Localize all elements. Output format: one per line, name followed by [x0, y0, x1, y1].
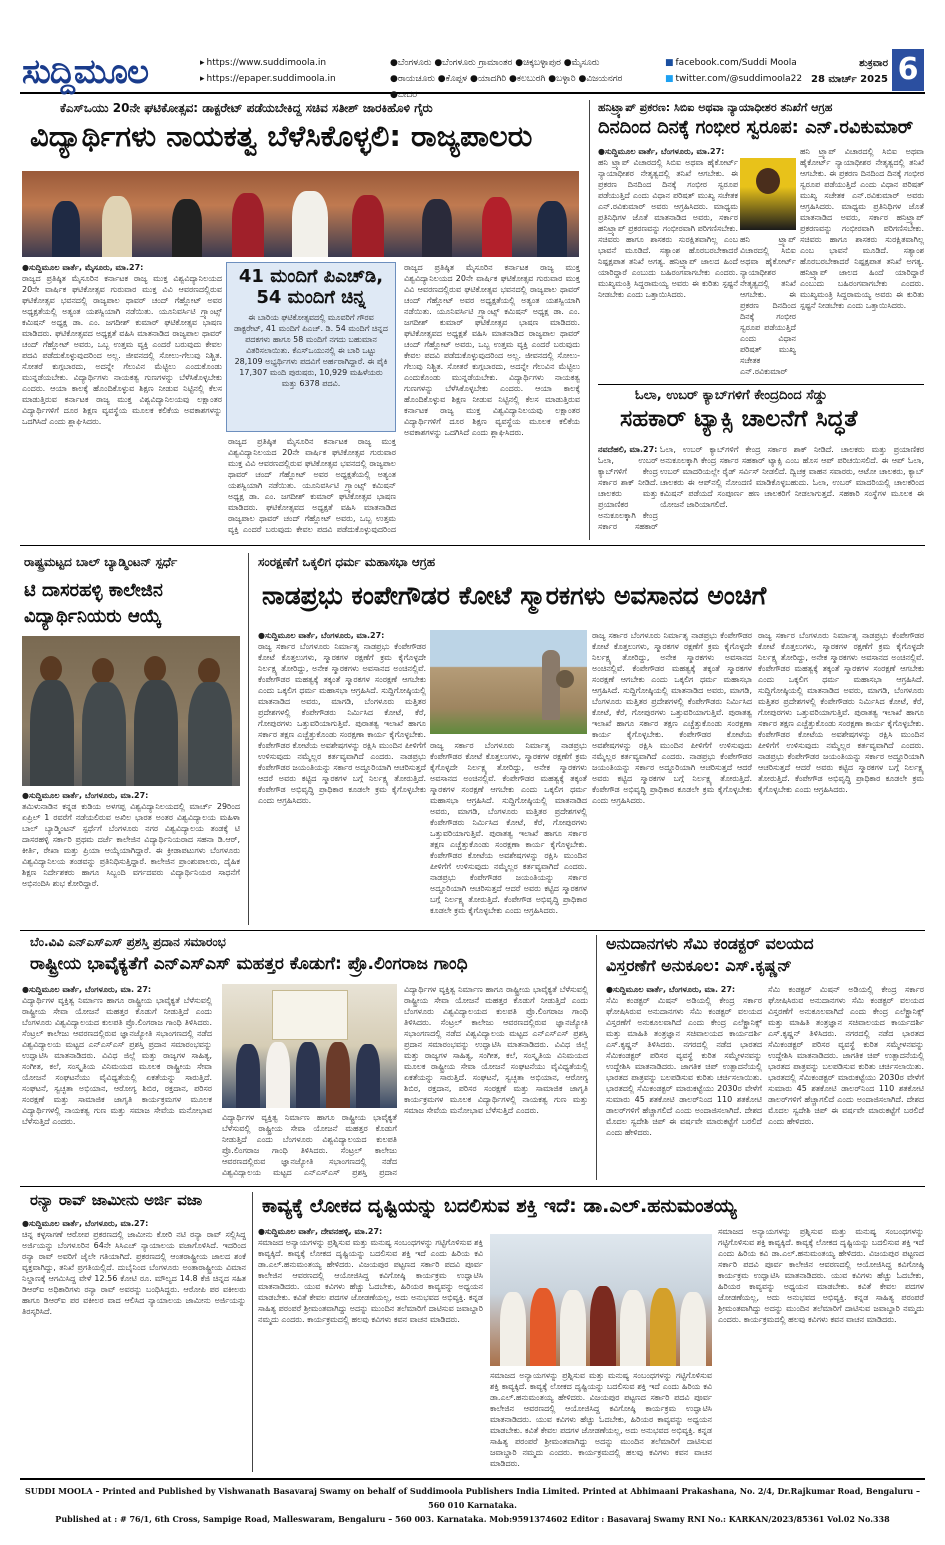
story2-body-col2: ಹನಿ ಟ್ರ್ಯಾಪ್ ವಿಚಾರದಲ್ಲಿ ಸಿಬಿಐ ಅಥವಾ ಹೈಕೋರ್ಟ್ ನ್ಯಾಯಾಧೀಶರ ನೇತೃತ್ವದಲ್ಲಿ ತನಿಖೆ ಆಗಬೇಕು. ಈ ಪ್ರಕರಣ ದಿನದಿಂದ ದಿನಕ್ಕೆ ಗಂಭೀರ ಸ್ವರೂಪ ಪಡೆಯುತ್ತಿದೆ ಎಂದು ವಿಧಾನ ಪರಿಷತ್ ಮುಖ್ಯ ಸಚೇತಕ ಎನ್.ರವಿಕುಮಾರ್ ಅವರು ಆಗ್ರಹಿಸಿದರು. ಮಾಧ್ಯಮ ಪ್ರತಿನಿಧಿಗಳ ಜೊತೆ ಮಾತನಾಡಿದ ಅವರು, ಸರ್ಕಾರ ಹನಿಟ್ರ್ಯಾಪ್ ಪ್ರಕರಣವನ್ನು ಗಂಭೀರವಾಗಿ ಪರಿಗಣಿಸಬೇಕು. ಸಚಿವರು ಹಾಗೂ ಶಾಸಕರು ಸುರಕ್ಷಿತವಾಗಿಲ್ಲ ಎಂಬ ಭಾವನೆ ಮೂಡಿದೆ. ಸತ್ಯಾಂಶ ಹೊರಬರಬೇಕಾದರೆ ನಿಷ್ಪಕ್ಷಪಾತ ತನಿಖೆ ಅಗತ್ಯ. ಹನಿಟ್ರ್ಯಾಪ್ ಜಾಲದ ಹಿಂದೆ ಯಾರಿದ್ದಾರೆ ಎಂಬುದು ಬಹಿರಂಗವಾಗಬೇಕು ಎಂದರು. ಮುಖ್ಯಮಂತ್ರಿ ಸಿದ್ದರಾಮಯ್ಯ ಅವರು ಈ ಕುರಿತು ಸ್ಪಷ್ಟನೆ ನೀಡಬೇಕು ಎಂದು ಒತ್ತಾಯಿಸಿದರು.	[800, 147, 924, 310]
story5-body-col3: ರಾಜ್ಯ ಸರ್ಕಾರ ಬೆಂಗಳೂರು ನಿರ್ಮಾತೃ ನಾಡಪ್ರಭು ಕೆಂಪೇಗೌಡರ ಕೋಟೆ ಕೊತ್ತಲುಗಳು, ಸ್ಮಾರಕಗಳ ರಕ್ಷಣೆಗೆ ಕ್ರಮ ಕೈಗೊಳ್ಳದೇ ನಿರ್ಲಕ್ಷ್ಯ ತೋರಿದ್ದು, ಅನೇಕ ಸ್ಮಾರಕಗಳು ಅವಸಾನದ ಅಂಚಿನಲ್ಲಿವೆ. ಕೆಂಪೇಗೌಡರ ಮಹತ್ವಕ್ಕೆ ತಕ್ಕಂತೆ ಸ್ಮಾರಕಗಳ ಸಂರಕ್ಷಣೆ ಆಗಬೇಕು ಎಂದು ಒಕ್ಕಲಿಗ ಧರ್ಮ ಮಹಾಸಭಾ ಆಗ್ರಹಿಸಿದೆ. ಸುದ್ದಿಗೋಷ್ಠಿಯಲ್ಲಿ ಮಾತನಾಡಿದ ಅವರು, ಮಾಗಡಿ, ಬೆಂಗಳೂರು ಮತ್ತಿತರ ಪ್ರದೇಶಗಳಲ್ಲಿ ಕೆಂಪೇಗೌಡರು ನಿರ್ಮಿಸಿದ ಕೋಟೆ, ಕೆರೆ, ಗೋಪುರಗಳು ಒತ್ತುವರಿಯಾಗುತ್ತಿವೆ. ಪುರಾತತ್ವ ಇಲಾಖೆ ಹಾಗೂ ಸರ್ಕಾರ ತಕ್ಷಣ ಎಚ್ಚೆತ್ತುಕೊಂಡು ಸಂರಕ್ಷಣಾ ಕಾರ್ಯ ಕೈಗೊಳ್ಳಬೇಕು. ಕೆಂಪೇಗೌಡರ ಕೋಟೆಯ ಅವಶೇಷಗಳನ್ನು ರಕ್ಷಿಸಿ ಮುಂದಿನ ಪೀಳಿಗೆಗೆ ಉಳಿಸುವುದು ನಮ್ಮೆಲ್ಲರ ಕರ್ತವ್ಯವಾಗಿದೆ ಎಂದರು. ನಾಡಪ್ರಭು ಕೆಂಪೇಗೌಡರ ಜಯಂತಿಯನ್ನು ಸರ್ಕಾರ ಅದ್ದೂರಿಯಾಗಿ ಆಚರಿಸುತ್ತದೆ ಆದರೆ ಅವರು ಕಟ್ಟಿದ ಸ್ಮಾರಕಗಳ ಬಗ್ಗೆ ನಿರ್ಲಕ್ಷ್ಯ ತೋರುತ್ತಿದೆ. ಕೆಂಪೇಗೌಡ ಅಭಿವೃದ್ಧಿ ಪ್ರಾಧಿಕಾರ ಕೂಡಲೇ ಕ್ರಮ ಕೈಗೊಳ್ಳಬೇಕು ಎಂದು ಆಗ್ರಹಿಸಿದರು.	[592, 631, 752, 805]
story6-body-col3: ವಿದ್ಯಾರ್ಥಿಗಳ ವ್ಯಕ್ತಿತ್ವ ನಿರ್ಮಾಣ ಹಾಗೂ ರಾಷ್ಟ್ರೀಯ ಭಾವೈಕ್ಯತೆ ಬೆಳೆಸುವಲ್ಲಿ ರಾಷ್ಟ್ರೀಯ ಸೇವಾ ಯೋಜನೆ ಮಹತ್ತರ ಕೊಡುಗೆ ನೀಡುತ್ತಿದೆ ಎಂದು ಬೆಂಗಳೂರು ವಿಶ್ವವಿದ್ಯಾಲಯದ ಕುಲಪತಿ ಪ್ರೊ.ಲಿಂಗರಾಜ ಗಾಂಧಿ ತಿಳಿಸಿದರು. ಸೆಂಟ್ರಲ್ ಕಾಲೇಜು ಆವರಣದಲ್ಲಿರುವ ಜ್ಞಾನಜ್ಯೋತಿ ಸಭಾಂಗಣದಲ್ಲಿ ನಡೆದ ವಿಶ್ವವಿದ್ಯಾಲಯ ಮಟ್ಟದ ಎನ್‌ಎಸ್‌ಎಸ್ ಪ್ರಶಸ್ತಿ ಪ್ರದಾನ ಸಮಾರಂಭವನ್ನು ಉದ್ಘಾಟಿಸಿ ಮಾತನಾಡಿದರು. ವಿವಿಧ ಜಿಲ್ಲೆ ಮತ್ತು ರಾಜ್ಯಗಳ ಸಾಹಿತ್ಯ, ಸಂಗೀತ, ಕಲೆ, ಸಂಸ್ಕೃತಿಯ ವಿನಿಮಯದ ಮೂಲಕ ರಾಷ್ಟ್ರೀಯ ಸೇವಾ ಯೋಜನೆ ಸಂಘಟನೆಯು ವೈವಿಧ್ಯತೆಯಲ್ಲಿ ಏಕತೆಯನ್ನು ಸಾರುತ್ತಿದೆ. ಸಂಘಟನೆ, ಸ್ವಚ್ಛತಾ ಅಭಿಯಾನ, ಆರೋಗ್ಯ ಶಿಬಿರ, ರಕ್ತದಾನ, ಪರಿಸರ ಸಂರಕ್ಷಣೆ ಮತ್ತು ಸಾಮಾಜಿಕ ಜಾಗೃತಿ ಕಾರ್ಯಕ್ರಮಗಳ ಮೂಲಕ ವಿದ್ಯಾರ್ಥಿಗಳಲ್ಲಿ ನಾಯಕತ್ವ ಗುಣ ಮತ್ತು ಸಮಾಜ ಸೇವೆಯ ಮನೋಭಾವ ಬೆಳೆಸುತ್ತಿದೆ ಎಂದರು.	[404, 985, 588, 1115]
story4-dateline: ●ಸುದ್ದಿಮೂಲ ವಾರ್ತೆ, ಬೆಂಗಳೂರು, ಮಾ.27:	[22, 791, 149, 800]
story9-body-col2: ಸಮಾಜದ ಅನ್ಯಾಯಗಳನ್ನು ಪ್ರಶ್ನಿಸುವ ಮತ್ತು ಮನುಷ್ಯ ಸಂಬಂಧಗಳನ್ನು ಗಟ್ಟಿಗೊಳಿಸುವ ಶಕ್ತಿ ಕಾವ್ಯಕ್ಕಿದೆ. ಕಾವ್ಯಕ್ಕೆ ಲೋಕದ ದೃಷ್ಟಿಯನ್ನು ಬದಲಿಸುವ ಶಕ್ತಿ ಇದೆ ಎಂದು ಹಿರಿಯ ಕವಿ ಡಾ.ಎಲ್.ಹನುಮಂತಯ್ಯ ಹೇಳಿದರು. ವಿಜಯಪುರ ಪಟ್ಟಣದ ಸರ್ಕಾರಿ ಪದವಿ ಪೂರ್ವ ಕಾಲೇಜಿನ ಆವರಣದಲ್ಲಿ ಆಯೋಜಿಸಿದ್ದ ಕವಿಗೋಷ್ಠಿ ಕಾರ್ಯಕ್ರಮ ಉದ್ಘಾಟಿಸಿ ಮಾತನಾಡಿದರು. ಯುವ ಕವಿಗಳು ಹೆಚ್ಚು ಓದಬೇಕು, ಹಿರಿಯರ ಕಾವ್ಯವನ್ನು ಅಧ್ಯಯನ ಮಾಡಬೇಕು. ಕವಿತೆ ಕೇವಲ ಪದಗಳ ಜೋಡಣೆಯಲ್ಲ, ಅದು ಅನುಭವದ ಅಭಿವ್ಯಕ್ತಿ. ಕನ್ನಡ ಸಾಹಿತ್ಯ ಪರಂಪರೆ ಶ್ರೀಮಂತವಾಗಿದ್ದು ಅದನ್ನು ಮುಂದಿನ ತಲೆಮಾರಿಗೆ ದಾಟಿಸುವ ಜವಾಬ್ದಾರಿ ನಮ್ಮದು ಎಂದರು. ಕಾರ್ಯಕ್ರಮದಲ್ಲಿ ಹಲವು ಕವಿಗಳು ಕವನ ವಾಚನ ಮಾಡಿದರು.	[490, 1371, 712, 1468]
column-divider	[248, 553, 249, 925]
story9-dateline: ●ಸುದ್ದಿಮೂಲ ವಾರ್ತೆ, ದೇವನಹಳ್ಳಿ, ಮಾ.27:	[258, 1227, 383, 1236]
factbox-body: ಈ ಬಾರಿಯ ಘಟಿಕೋತ್ಸವದಲ್ಲಿ ಮೂವರಿಗೆ ಗೌರವ ಡಾಕ್ಟರೇಟ್, 41 ಮಂದಿಗೆ ಪಿಎಚ್. ಡಿ. 54 ಮಂದಿಗೆ ಚಿನ್ನದ ಪದಕಗಳು ಹಾಗೂ 58 ಮಂದಿಗೆ ನಗದು ಬಹುಮಾನ ವಿತರಿಸಲಾಯಿತು. ಕೆಎಸ್‌ಒಯುನಲ್ಲಿ ಈ ಬಾರಿ ಒಟ್ಟು 28,109 ಅಭ್ಯರ್ಥಿಗಳು ಪದವಿಗೆ ಅರ್ಹರಾಗಿದ್ದಾರೆ. ಈ ಪೈಕಿ 17,307 ಮಂದಿ ಪುರುಷರು, 10,929 ಮಹಿಳೆಯರು ಮತ್ತು 6378 ಪದವಿ.	[234, 313, 388, 389]
story2-kicker: ಹನಿಟ್ರ್ಯಾಪ್ ಪ್ರಕರಣ: ಸಿಬಿಐ ಅಥವಾ ನ್ಯಾಯಾಧೀಶರ ತನಿಖೆಗೆ ಆಗ್ರಹ	[598, 101, 833, 114]
story2-dateline: ●ಸುದ್ದಿಮೂಲ ವಾರ್ತೆ, ಬೆಂಗಳೂರು, ಮಾ.27:	[598, 147, 725, 156]
imprint-line-1: SUDDI MOOLA – Printed and Published by Vishwanath Basavaraj Swamy on behalf of Suddimoola Publishers India Limited. Printed at Abhimaani Prakashana, No. 2/4, Dr.Rajkumar Road, Bengaluru – 560 010 Karnataka.	[24, 1486, 921, 1510]
social-links	[665, 55, 802, 87]
section-divider	[20, 545, 925, 546]
url-epaper[interactable]: https://epaper.suddimoola.in	[206, 74, 336, 84]
story1-kicker: ಕೆಎಸ್‌ಒಯು 20ನೇ ಘಟಿಕೋತ್ಸವ: ಡಾಕ್ಟರೇಟ್ ಪಡೆಯಬೇಕಿದ್ದ ಸಚಿವ ಸತೀಶ್ ಜಾರಕಿಹೊಳಿ ಗೈರು	[60, 101, 433, 115]
factbox-headline-2: 54 ಮಂದಿಗೆ ಚಿನ್ನ	[256, 286, 366, 308]
factbox-headline-1: 41 ಮಂದಿಗೆ ಪಿಎಚ್‌ಡಿ,	[238, 266, 384, 287]
story5-body-col2: ರಾಜ್ಯ ಸರ್ಕಾರ ಬೆಂಗಳೂರು ನಿರ್ಮಾತೃ ನಾಡಪ್ರಭು ಕೆಂಪೇಗೌಡರ ಕೋಟೆ ಕೊತ್ತಲುಗಳು, ಸ್ಮಾರಕಗಳ ರಕ್ಷಣೆಗೆ ಕ್ರಮ ಕೈಗೊಳ್ಳದೇ ನಿರ್ಲಕ್ಷ್ಯ ತೋರಿದ್ದು, ಅನೇಕ ಸ್ಮಾರಕಗಳು ಅವಸಾನದ ಅಂಚಿನಲ್ಲಿವೆ. ಕೆಂಪೇಗೌಡರ ಮಹತ್ವಕ್ಕೆ ತಕ್ಕಂತೆ ಸ್ಮಾರಕಗಳ ಸಂರಕ್ಷಣೆ ಆಗಬೇಕು ಎಂದು ಒಕ್ಕಲಿಗ ಧರ್ಮ ಮಹಾಸಭಾ ಆಗ್ರಹಿಸಿದೆ. ಸುದ್ದಿಗೋಷ್ಠಿಯಲ್ಲಿ ಮಾತನಾಡಿದ ಅವರು, ಮಾಗಡಿ, ಬೆಂಗಳೂರು ಮತ್ತಿತರ ಪ್ರದೇಶಗಳಲ್ಲಿ ಕೆಂಪೇಗೌಡರು ನಿರ್ಮಿಸಿದ ಕೋಟೆ, ಕೆರೆ, ಗೋಪುರಗಳು ಒತ್ತುವರಿಯಾಗುತ್ತಿವೆ. ಪುರಾತತ್ವ ಇಲಾಖೆ ಹಾಗೂ ಸರ್ಕಾರ ತಕ್ಷಣ ಎಚ್ಚೆತ್ತುಕೊಂಡು ಸಂರಕ್ಷಣಾ ಕಾರ್ಯ ಕೈಗೊಳ್ಳಬೇಕು. ಕೆಂಪೇಗೌಡರ ಕೋಟೆಯ ಅವಶೇಷಗಳನ್ನು ರಕ್ಷಿಸಿ ಮುಂದಿನ ಪೀಳಿಗೆಗೆ ಉಳಿಸುವುದು ನಮ್ಮೆಲ್ಲರ ಕರ್ತವ್ಯವಾಗಿದೆ ಎಂದರು. ನಾಡಪ್ರಭು ಕೆಂಪೇಗೌಡರ ಜಯಂತಿಯನ್ನು ಸರ್ಕಾರ ಅದ್ದೂರಿಯಾಗಿ ಆಚರಿಸುತ್ತದೆ ಆದರೆ ಅವರು ಕಟ್ಟಿದ ಸ್ಮಾರಕಗಳ ಬಗ್ಗೆ ನಿರ್ಲಕ್ಷ್ಯ ತೋರುತ್ತಿದೆ. ಕೆಂಪೇಗೌಡ ಅಭಿವೃದ್ಧಿ ಪ್ರಾಧಿಕಾರ ಕೂಡಲೇ ಕ್ರಮ ಕೈಗೊಳ್ಳಬೇಕು ಎಂದು ಆಗ್ರಹಿಸಿದರು.	[430, 741, 587, 915]
story8-body: ಚಿನ್ನ ಕಳ್ಳಸಾಗಣೆ ಆರೋಪ ಪ್ರಕರಣದಲ್ಲಿ ಜಾಮೀನು ಕೋರಿ ನಟಿ ರನ್ಯಾ ರಾವ್ ಸಲ್ಲಿಸಿದ್ದ ಅರ್ಜಿಯನ್ನು ಬೆಂಗಳೂರಿನ 64ನೇ ಸಿಸಿಎಚ್ ನ್ಯಾಯಾಲಯ ವಜಾಗೊಳಿಸಿದೆ. ಇದರಿಂದ ರನ್ಯಾ ರಾವ್ ಅವರಿಗೆ ಜೈಲೇ ಗತಿಯಾಗಿದೆ. ಪ್ರಕರಣದಲ್ಲಿ ಆಂತರಾಷ್ಟ್ರೀಯ ಜಾಲದ ಶಂಕೆ ವ್ಯಕ್ತವಾಗಿದ್ದು, ತನಿಖೆ ಪ್ರಗತಿಯಲ್ಲಿದೆ. ದುಬೈನಿಂದ ಬೆಂಗಳೂರು ಅಂತಾರಾಷ್ಟ್ರೀಯ ವಿಮಾನ ನಿಲ್ದಾಣಕ್ಕೆ ಆಗಮಿಸಿದ್ದ ವೇಳೆ 12.56 ಕೋಟಿ ರೂ. ಮೌಲ್ಯದ 14.8 ಕೆಜಿ ಚಿನ್ನದ ಸಹಿತ ಡಿಆರ್‌ಐ ಅಧಿಕಾರಿಗಳು ರನ್ಯಾ ರಾವ್ ಅವರನ್ನು ಬಂಧಿಸಿದ್ದರು. ಆರೋಪಿ ಪರ ವಕೀಲರು ಹಾಗೂ ಡಿಆರ್‌ಐ ಪರ ವಕೀಲರ ವಾದ ಆಲಿಸಿದ ನ್ಯಾಯಾಲಯ ಜಾಮೀನು ಅರ್ಜಿಯನ್ನು ತಿರಸ್ಕರಿಸಿದೆ.	[22, 1230, 246, 1316]
story5-dateline: ●ಸುದ್ದಿಮೂಲ ವಾರ್ತೆ, ಬೆಂಗಳೂರು, ಮಾ.27:	[258, 631, 385, 640]
imprint-footer	[20, 1478, 925, 1526]
story8-headline: ರನ್ಯಾ ರಾವ್ ಜಾಮೀನು ಅರ್ಜಿ ವಜಾ	[30, 1191, 203, 1209]
story5-kicker: ಸಂರಕ್ಷಣೆಗೆ ಒಕ್ಕಲಿಗ ಧರ್ಮ ಮಹಾಸಭಾ ಆಗ್ರಹ	[258, 555, 436, 569]
globe-icon: ▸	[200, 74, 205, 84]
story5-photo	[430, 630, 587, 734]
story5-headline: ನಾಡಪ್ರಭು ಕಂಪೇಗೌಡರ ಕೋಟೆ ಸ್ಮಾರಕಗಳು ಅವಸಾನದ ಅಂಚಿಗೆ	[262, 581, 767, 610]
column-divider	[252, 1192, 253, 1472]
story6-headline: ರಾಷ್ಟ್ರೀಯ ಭಾವೈಕ್ಯತೆಗೆ ಎನ್‌ಎಸ್‌ಎಸ್ ಮಹತ್ತರ ಕೊಡುಗೆ: ಪ್ರೊ.ಲಿಂಗರಾಜ ಗಾಂಧಿ	[30, 954, 468, 974]
story3-body: ಓಲಾ, ಉಬರ್ ಕ್ಯಾಬ್‌ಗಳಿಗೆ ಕೇಂದ್ರ ಸರ್ಕಾರ ಶಾಕ್ ನೀಡಿದೆ. ಚಾಲಕರು ಮತ್ತು ಪ್ರಯಾಣಿಕರ ಅನುಕೂಲಕ್ಕಾಗಿ ಕೇಂದ್ರ ಸರ್ಕಾರ ಸಹಕಾರ್ ಟ್ಯಾಕ್ಸಿ ಎಂಬ ಹೊಸ ಆಪ್ ಪರಿಚಯಿಸಲಿದೆ. ಈ ಆಪ್ ಓಲಾ, ಉಬರ್ ಮಾದರಿಯಲ್ಲೇ ರೈಡ್ ಸರ್ವಿಸ್ ನೀಡಲಿದೆ. ದ್ವಿಚಕ್ರ ವಾಹನ ಸವಾರರು, ಆಟೋ ಚಾಲಕರು, ಕ್ಯಾಬ್ ಚಾಲಕರು ಈ ಆಪ್‌ನಲ್ಲಿ ನೋಂದಣಿ ಮಾಡಿಕೊಳ್ಳಬಹುದು. ಓಲಾ, ಉಬರ್ ಮಾದರಿಯಲ್ಲಿ ಚಾಲಕರಿಂದ ಕಮಿಷನ್ ಪಡೆಯದೆ ಸಂಪೂರ್ಣ ಹಣ ಚಾಲಕರಿಗೆ ನೀಡಲಾಗುತ್ತದೆ. ಸಹಕಾರಿ ಸಂಸ್ಥೆಗಳ ಮೂಲಕ ಈ ಯೋಜನೆ ಜಾರಿಯಾಗಲಿದೆ.	[660, 445, 924, 509]
story1-body-col3: ರಾಜ್ಯದ ಪ್ರತಿಷ್ಠಿತ ಮೈಸೂರಿನ ಕರ್ನಾಟಕ ರಾಜ್ಯ ಮುಕ್ತ ವಿಶ್ವವಿದ್ಯಾನಿಲಯದ 20ನೇ ವಾರ್ಷಿಕ ಘಟಿಕೋತ್ಸವ ಗುರುವಾರ ಮುಕ್ತ ವಿವಿ ಆವರಣದಲ್ಲಿರುವ ಘಟಿಕೋತ್ಸವ ಭವನದಲ್ಲಿ ರಾಜ್ಯಪಾಲ ಥಾವರ್ ಚಂದ್ ಗೆಹ್ಲೋಟ್ ಅವರ ಅಧ್ಯಕ್ಷತೆಯಲ್ಲಿ ಅತ್ಯಂತ ಯಶಸ್ವಿಯಾಗಿ ನಡೆಯಿತು. ಯೂನಿವರ್ಸಿಟಿ ಗ್ರ್ಯಾಂಟ್ಸ್ ಕಮಿಷನ್ ಅಧ್ಯಕ್ಷ ಡಾ. ಎಂ. ಜಗದೀಶ್ ಕುಮಾರ್ ಘಟಿಕೋತ್ಸವ ಭಾಷಣ ಮಾಡಿದರು. ಘಟಿಕೋತ್ಸವದ ಅಧ್ಯಕ್ಷತೆ ವಹಿಸಿ ಮಾತನಾಡಿದ ರಾಜ್ಯಪಾಲ ಥಾವರ್ ಚಂದ್ ಗೆಹ್ಲೋಟ್ ಅವರು, ಒಬ್ಬ ಉತ್ತಮ ವ್ಯಕ್ತಿ ಎಂದರೆ ಬರುವುದು ಕೇವಲ ಪದವಿ ಪಡೆದುಕೊಳ್ಳುವುದರಿಂದ ಅಲ್ಲ. ಜೀವನದಲ್ಲಿ ಸೋಲು-ಗೆಲುವು ನಿಶ್ಚಿತ. ಸೋತರೆ ಕುಗ್ಗಬಾರದು, ಅದನ್ನೇ ಗೆಲುವಿನ ಮೆಟ್ಟಿಲು ಎಂದುಕೊಂಡು ಮುನ್ನಡೆಯಬೇಕು. ವಿದ್ಯಾರ್ಥಿಗಳು ನಾಯಕತ್ವ ಗುಣಗಳನ್ನು ಬೆಳೆಸಿಕೊಳ್ಳಬೇಕು ಎಂದರು. ಆಯಾ ಕಾಲಕ್ಕೆ ಹೊಂದಿಕೊಳ್ಳುವ ಶಿಕ್ಷಣ ನೀಡುವ ನಿಟ್ಟಿನಲ್ಲಿ ಕೆಲಸ ಮಾಡುತ್ತಿರುವ ಕರ್ನಾಟಕ ರಾಜ್ಯ ಮುಕ್ತ ವಿಶ್ವವಿದ್ಯಾನಿಲಯವು ಲಕ್ಷಾಂತರ ವಿದ್ಯಾರ್ಥಿಗಳಿಗೆ ದೂರ ಶಿಕ್ಷಣ ವ್ಯವಸ್ಥೆಯ ಮೂಲಕ ಕಲಿಕೆಯ ಅವಕಾಶಗಳನ್ನು ಒದಗಿಸಿದೆ ಎಂದು ಶ್ಲಾಘಿಸಿದರು.	[404, 263, 580, 437]
story4-body: ತಮಿಳುನಾಡಿನ ಕನ್ನಡ ಕುಡಿಯ ಅಳಗಪ್ಪ ವಿಶ್ವವಿದ್ಯಾನಿಲಯದಲ್ಲಿ ಮಾರ್ಚ್ 29ರಿಂದ ಏಪ್ರಿಲ್ 1 ರವರೆಗೆ ನಡೆಯಲಿರುವ ಅಖಿಲ ಭಾರತ ಅಂತರ ವಿಶ್ವವಿದ್ಯಾಲಯ ಮಹಿಳಾ ಬಾಲ್ ಬ್ಯಾಡ್ಮಿಂಟನ್ ಸ್ಪರ್ಧೆಗೆ ಬೆಂಗಳೂರು ನಗರ ವಿಶ್ವವಿದ್ಯಾಲಯ ತಂಡಕ್ಕೆ ಟಿ ದಾಸರಹಳ್ಳಿ ಸರ್ಕಾರಿ ಪ್ರಥಮ ದರ್ಜೆ ಕಾಲೇಜಿನ ವಿದ್ಯಾರ್ಥಿನಿಯರಾದ ಸಹನಾ ಡಿ.ಆರ್, ಕೀರ್ತಿ, ರೇಖಾ ಮತ್ತು ಪ್ರಿಯಾ ಆಯ್ಕೆಯಾಗಿದ್ದಾರೆ. ಈ ಕ್ರೀಡಾಪಟುಗಳು ಬೆಂಗಳೂರು ವಿಶ್ವವಿದ್ಯಾನಿಲಯ ತಂಡವನ್ನು ಪ್ರತಿನಿಧಿಸುತ್ತಿದ್ದಾರೆ. ಕಾಲೇಜಿನ ಪ್ರಾಂಶುಪಾಲರು, ದೈಹಿಕ ಶಿಕ್ಷಣ ನಿರ್ದೇಶಕರು ಹಾಗೂ ಸಿಬ್ಬಂದಿ ವರ್ಗದವರು ವಿದ್ಯಾರ್ಥಿನಿಯರ ಸಾಧನೆಗೆ ಅಭಿನಂದಿಸಿ ಶುಭ ಕೋರಿದ್ದಾರೆ.	[22, 802, 240, 888]
story9-body-col3: ಸಮಾಜದ ಅನ್ಯಾಯಗಳನ್ನು ಪ್ರಶ್ನಿಸುವ ಮತ್ತು ಮನುಷ್ಯ ಸಂಬಂಧಗಳನ್ನು ಗಟ್ಟಿಗೊಳಿಸುವ ಶಕ್ತಿ ಕಾವ್ಯಕ್ಕಿದೆ. ಕಾವ್ಯಕ್ಕೆ ಲೋಕದ ದೃಷ್ಟಿಯನ್ನು ಬದಲಿಸುವ ಶಕ್ತಿ ಇದೆ ಎಂದು ಹಿರಿಯ ಕವಿ ಡಾ.ಎಲ್.ಹನುಮಂತಯ್ಯ ಹೇಳಿದರು. ವಿಜಯಪುರ ಪಟ್ಟಣದ ಸರ್ಕಾರಿ ಪದವಿ ಪೂರ್ವ ಕಾಲೇಜಿನ ಆವರಣದಲ್ಲಿ ಆಯೋಜಿಸಿದ್ದ ಕವಿಗೋಷ್ಠಿ ಕಾರ್ಯಕ್ರಮ ಉದ್ಘಾಟಿಸಿ ಮಾತನಾಡಿದರು. ಯುವ ಕವಿಗಳು ಹೆಚ್ಚು ಓದಬೇಕು, ಹಿರಿಯರ ಕಾವ್ಯವನ್ನು ಅಧ್ಯಯನ ಮಾಡಬೇಕು. ಕವಿತೆ ಕೇವಲ ಪದಗಳ ಜೋಡಣೆಯಲ್ಲ, ಅದು ಅನುಭವದ ಅಭಿವ್ಯಕ್ತಿ. ಕನ್ನಡ ಸಾಹಿತ್ಯ ಪರಂಪರೆ ಶ್ರೀಮಂತವಾಗಿದ್ದು ಅದನ್ನು ಮುಂದಿನ ತಲೆಮಾರಿಗೆ ದಾಟಿಸುವ ಜವಾಬ್ದಾರಿ ನಮ್ಮದು ಎಂದರು. ಕಾರ್ಯಕ್ರಮದಲ್ಲಿ ಹಲವು ಕವಿಗಳು ಕವನ ವಾಚನ ಮಾಡಿದರು.	[718, 1227, 924, 1324]
story6-kicker: ಬೆಂ.ವಿವಿ ಎನ್‌ಎಸ್‌ಎಸ್ ಪ್ರಶಸ್ತಿ ಪ್ರದಾನ ಸಮಾರಂಭ	[30, 935, 226, 949]
story2-body-col3: ಹನಿ ಟ್ರ್ಯಾಪ್ ವಿಚಾರದಲ್ಲಿ ಸಿಬಿಐ ಅಥವಾ ಹೈಕೋರ್ಟ್ ನ್ಯಾಯಾಧೀಶರ ನೇತೃತ್ವದಲ್ಲಿ ತನಿಖೆ ಆಗಬೇಕು. ಈ ಪ್ರಕರಣ ದಿನದಿಂದ ದಿನಕ್ಕೆ ಗಂಭೀರ ಸ್ವರೂಪ ಪಡೆಯುತ್ತಿದೆ ಎಂದು ವಿಧಾನ ಪರಿಷತ್ ಮುಖ್ಯ ಸಚೇತಕ ಎನ್.ರವಿಕುಮಾರ್	[740, 235, 796, 376]
story4-photo	[22, 636, 240, 786]
story1-body-col1: ರಾಜ್ಯದ ಪ್ರತಿಷ್ಠಿತ ಮೈಸೂರಿನ ಕರ್ನಾಟಕ ರಾಜ್ಯ ಮುಕ್ತ ವಿಶ್ವವಿದ್ಯಾನಿಲಯದ 20ನೇ ವಾರ್ಷಿಕ ಘಟಿಕೋತ್ಸವ ಗುರುವಾರ ಮುಕ್ತ ವಿವಿ ಆವರಣದಲ್ಲಿರುವ ಘಟಿಕೋತ್ಸವ ಭವನದಲ್ಲಿ ರಾಜ್ಯಪಾಲ ಥಾವರ್ ಚಂದ್ ಗೆಹ್ಲೋಟ್ ಅವರ ಅಧ್ಯಕ್ಷತೆಯಲ್ಲಿ ಅತ್ಯಂತ ಯಶಸ್ವಿಯಾಗಿ ನಡೆಯಿತು. ಯೂನಿವರ್ಸಿಟಿ ಗ್ರ್ಯಾಂಟ್ಸ್ ಕಮಿಷನ್ ಅಧ್ಯಕ್ಷ ಡಾ. ಎಂ. ಜಗದೀಶ್ ಕುಮಾರ್ ಘಟಿಕೋತ್ಸವ ಭಾಷಣ ಮಾಡಿದರು. ಘಟಿಕೋತ್ಸವದ ಅಧ್ಯಕ್ಷತೆ ವಹಿಸಿ ಮಾತನಾಡಿದ ರಾಜ್ಯಪಾಲ ಥಾವರ್ ಚಂದ್ ಗೆಹ್ಲೋಟ್ ಅವರು, ಒಬ್ಬ ಉತ್ತಮ ವ್ಯಕ್ತಿ ಎಂದರೆ ಬರುವುದು ಕೇವಲ ಪದವಿ ಪಡೆದುಕೊಳ್ಳುವುದರಿಂದ ಅಲ್ಲ. ಜೀವನದಲ್ಲಿ ಸೋಲು-ಗೆಲುವು ನಿಶ್ಚಿತ. ಸೋತರೆ ಕುಗ್ಗಬಾರದು, ಅದನ್ನೇ ಗೆಲುವಿನ ಮೆಟ್ಟಿಲು ಎಂದುಕೊಂಡು ಮುನ್ನಡೆಯಬೇಕು. ವಿದ್ಯಾರ್ಥಿಗಳು ನಾಯಕತ್ವ ಗುಣಗಳನ್ನು ಬೆಳೆಸಿಕೊಳ್ಳಬೇಕು ಎಂದರು. ಆಯಾ ಕಾಲಕ್ಕೆ ಹೊಂದಿಕೊಳ್ಳುವ ಶಿಕ್ಷಣ ನೀಡುವ ನಿಟ್ಟಿನಲ್ಲಿ ಕೆಲಸ ಮಾಡುತ್ತಿರುವ ಕರ್ನಾಟಕ ರಾಜ್ಯ ಮುಕ್ತ ವಿಶ್ವವಿದ್ಯಾನಿಲಯವು ಲಕ್ಷಾಂತರ ವಿದ್ಯಾರ್ಥಿಗಳಿಗೆ ದೂರ ಶಿಕ್ಷಣ ವ್ಯವಸ್ಥೆಯ ಮೂಲಕ ಕಲಿಕೆಯ ಅವಕಾಶಗಳನ್ನು ಒದಗಿಸಿದೆ ಎಂದು ಶ್ಲಾಘಿಸಿದರು.	[22, 274, 222, 426]
story2-headline: ದಿನದಿಂದ ದಿನಕ್ಕೆ ಗಂಭೀರ ಸ್ವರೂಪ: ಎನ್.ರವಿಕುಮಾರ್	[598, 117, 914, 138]
editions-line-1: ●ಬೆಂಗಳೂರು ●ಬೆಂಗಳೂರು ಗ್ರಾಮಾಂತರ ●ಚಿಕ್ಕಬಳ್ಳಾಪುರ ●ಮೈಸೂರು	[390, 58, 600, 68]
issue-day: ಶುಕ್ರವಾರ	[859, 58, 888, 69]
story4-kicker: ರಾಷ್ಟ್ರಮಟ್ಟದ ಬಾಲ್ ಬ್ಯಾಡ್ಮಿಂಟನ್ ಸ್ಪರ್ಧೆ	[24, 555, 178, 569]
story3-headline: ಸಹಕಾರ್ ಟ್ಯಾಕ್ಸಿ ಚಾಲನೆಗೆ ಸಿದ್ಧತೆ	[620, 406, 858, 432]
editions-list	[390, 55, 640, 103]
story9-photo	[490, 1234, 712, 1366]
column-divider	[596, 935, 597, 1180]
story7-headline: ವಿಸ್ತರಣೆಗೆ ಅನುಕೂಲ: ಎಸ್.ಕೃಷ್ಣನ್	[606, 956, 792, 975]
story2-body-col1: ಹನಿ ಟ್ರ್ಯಾಪ್ ವಿಚಾರದಲ್ಲಿ ಸಿಬಿಐ ಅಥವಾ ಹೈಕೋರ್ಟ್ ನ್ಯಾಯಾಧೀಶರ ನೇತೃತ್ವದಲ್ಲಿ ತನಿಖೆ ಆಗಬೇಕು. ಈ ಪ್ರಕರಣ ದಿನದಿಂದ ದಿನಕ್ಕೆ ಗಂಭೀರ ಸ್ವರೂಪ ಪಡೆಯುತ್ತಿದೆ ಎಂದು ವಿಧಾನ ಪರಿಷತ್ ಮುಖ್ಯ ಸಚೇತಕ ಎನ್.ರವಿಕುಮಾರ್ ಅವರು ಆಗ್ರಹಿಸಿದರು. ಮಾಧ್ಯಮ ಪ್ರತಿನಿಧಿಗಳ ಜೊತೆ ಮಾತನಾಡಿದ ಅವರು, ಸರ್ಕಾರ ಹನಿಟ್ರ್ಯಾಪ್ ಪ್ರಕರಣವನ್ನು ಗಂಭೀರವಾಗಿ ಪರಿಗಣಿಸಬೇಕು. ಸಚಿವರು ಹಾಗೂ ಶಾಸಕರು ಸುರಕ್ಷಿತವಾಗಿಲ್ಲ ಎಂಬ ಭಾವನೆ ಮೂಡಿದೆ. ಸತ್ಯಾಂಶ ಹೊರಬರಬೇಕಾದರೆ ನಿಷ್ಪಕ್ಷಪಾತ ತನಿಖೆ ಅಗತ್ಯ. ಹನಿಟ್ರ್ಯಾಪ್ ಜಾಲದ ಹಿಂದೆ ಯಾರಿದ್ದಾರೆ ಎಂಬುದು ಬಹಿರಂಗವಾಗಬೇಕು ಎಂದರು. ಮುಖ್ಯಮಂತ್ರಿ ಸಿದ್ದರಾಮಯ್ಯ ಅವರು ಈ ಕುರಿತು ಸ್ಪಷ್ಟನೆ ನೀಡಬೇಕು ಎಂದು ಒತ್ತಾಯಿಸಿದರು.	[598, 158, 738, 299]
section-divider	[598, 384, 924, 385]
editions-line-2: ●ರಾಯಚೂರು ●ಕೊಪ್ಪಳ ●ಯಾದಗಿರಿ ●ಕಲಬುರಗಿ ●ಬಳ್ಳಾರಿ ●ವಿಜಯನಗರ ●ಬೀದರ	[390, 74, 623, 100]
column-divider	[589, 100, 590, 540]
story5-body-col1: ರಾಜ್ಯ ಸರ್ಕಾರ ಬೆಂಗಳೂರು ನಿರ್ಮಾತೃ ನಾಡಪ್ರಭು ಕೆಂಪೇಗೌಡರ ಕೋಟೆ ಕೊತ್ತಲುಗಳು, ಸ್ಮಾರಕಗಳ ರಕ್ಷಣೆಗೆ ಕ್ರಮ ಕೈಗೊಳ್ಳದೇ ನಿರ್ಲಕ್ಷ್ಯ ತೋರಿದ್ದು, ಅನೇಕ ಸ್ಮಾರಕಗಳು ಅವಸಾನದ ಅಂಚಿನಲ್ಲಿವೆ. ಕೆಂಪೇಗೌಡರ ಮಹತ್ವಕ್ಕೆ ತಕ್ಕಂತೆ ಸ್ಮಾರಕಗಳ ಸಂರಕ್ಷಣೆ ಆಗಬೇಕು ಎಂದು ಒಕ್ಕಲಿಗ ಧರ್ಮ ಮಹಾಸಭಾ ಆಗ್ರಹಿಸಿದೆ. ಸುದ್ದಿಗೋಷ್ಠಿಯಲ್ಲಿ ಮಾತನಾಡಿದ ಅವರು, ಮಾಗಡಿ, ಬೆಂಗಳೂರು ಮತ್ತಿತರ ಪ್ರದೇಶಗಳಲ್ಲಿ ಕೆಂಪೇಗೌಡರು ನಿರ್ಮಿಸಿದ ಕೋಟೆ, ಕೆರೆ, ಗೋಪುರಗಳು ಒತ್ತುವರಿಯಾಗುತ್ತಿವೆ. ಪುರಾತತ್ವ ಇಲಾಖೆ ಹಾಗೂ ಸರ್ಕಾರ ತಕ್ಷಣ ಎಚ್ಚೆತ್ತುಕೊಂಡು ಸಂರಕ್ಷಣಾ ಕಾರ್ಯ ಕೈಗೊಳ್ಳಬೇಕು. ಕೆಂಪೇಗೌಡರ ಕೋಟೆಯ ಅವಶೇಷಗಳನ್ನು ರಕ್ಷಿಸಿ ಮುಂದಿನ ಪೀಳಿಗೆಗೆ ಉಳಿಸುವುದು ನಮ್ಮೆಲ್ಲರ ಕರ್ತವ್ಯವಾಗಿದೆ ಎಂದರು. ನಾಡಪ್ರಭು ಕೆಂಪೇಗೌಡರ ಜಯಂತಿಯನ್ನು ಸರ್ಕಾರ ಅದ್ದೂರಿಯಾಗಿ ಆಚರಿಸುತ್ತದೆ ಆದರೆ ಅವರು ಕಟ್ಟಿದ ಸ್ಮಾರಕಗಳ ಬಗ್ಗೆ ನಿರ್ಲಕ್ಷ್ಯ ತೋರುತ್ತಿದೆ. ಕೆಂಪೇಗೌಡ ಅಭಿವೃದ್ಧಿ ಪ್ರಾಧಿಕಾರ ಕೂಡಲೇ ಕ್ರಮ ಕೈಗೊಳ್ಳಬೇಕು ಎಂದು ಆಗ್ರಹಿಸಿದರು.	[258, 642, 426, 805]
story3-kicker: ಓಲಾ, ಉಬರ್ ಕ್ಯಾಬ್‌ಗಳಿಗೆ ಕೇಂದ್ರದಿಂದ ಸೆಡ್ಡು	[635, 388, 828, 403]
story6-body-col2: ವಿದ್ಯಾರ್ಥಿಗಳ ವ್ಯಕ್ತಿತ್ವ ನಿರ್ಮಾಣ ಹಾಗೂ ರಾಷ್ಟ್ರೀಯ ಭಾವೈಕ್ಯತೆ ಬೆಳೆಸುವಲ್ಲಿ ರಾಷ್ಟ್ರೀಯ ಸೇವಾ ಯೋಜನೆ ಮಹತ್ತರ ಕೊಡುಗೆ ನೀಡುತ್ತಿದೆ ಎಂದು ಬೆಂಗಳೂರು ವಿಶ್ವವಿದ್ಯಾಲಯದ ಕುಲಪತಿ ಪ್ರೊ.ಲಿಂಗರಾಜ ಗಾಂಧಿ ತಿಳಿಸಿದರು. ಸೆಂಟ್ರಲ್ ಕಾಲೇಜು ಆವರಣದಲ್ಲಿರುವ ಜ್ಞಾನಜ್ಯೋತಿ ಸಭಾಂಗಣದಲ್ಲಿ ನಡೆದ ವಿಶ್ವವಿದ್ಯಾಲಯ ಮಟ್ಟದ ಎನ್‌ಎಸ್‌ಎಸ್ ಪ್ರಶಸ್ತಿ ಪ್ರದಾನ	[222, 1113, 397, 1177]
story6-body-col1: ವಿದ್ಯಾರ್ಥಿಗಳ ವ್ಯಕ್ತಿತ್ವ ನಿರ್ಮಾಣ ಹಾಗೂ ರಾಷ್ಟ್ರೀಯ ಭಾವೈಕ್ಯತೆ ಬೆಳೆಸುವಲ್ಲಿ ರಾಷ್ಟ್ರೀಯ ಸೇವಾ ಯೋಜನೆ ಮಹತ್ತರ ಕೊಡುಗೆ ನೀಡುತ್ತಿದೆ ಎಂದು ಬೆಂಗಳೂರು ವಿಶ್ವವಿದ್ಯಾಲಯದ ಕುಲಪತಿ ಪ್ರೊ.ಲಿಂಗರಾಜ ಗಾಂಧಿ ತಿಳಿಸಿದರು. ಸೆಂಟ್ರಲ್ ಕಾಲೇಜು ಆವರಣದಲ್ಲಿರುವ ಜ್ಞಾನಜ್ಯೋತಿ ಸಭಾಂಗಣದಲ್ಲಿ ನಡೆದ ವಿಶ್ವವಿದ್ಯಾಲಯ ಮಟ್ಟದ ಎನ್‌ಎಸ್‌ಎಸ್ ಪ್ರಶಸ್ತಿ ಪ್ರದಾನ ಸಮಾರಂಭವನ್ನು ಉದ್ಘಾಟಿಸಿ ಮಾತನಾಡಿದರು. ವಿವಿಧ ಜಿಲ್ಲೆ ಮತ್ತು ರಾಜ್ಯಗಳ ಸಾಹಿತ್ಯ, ಸಂಗೀತ, ಕಲೆ, ಸಂಸ್ಕೃತಿಯ ವಿನಿಮಯದ ಮೂಲಕ ರಾಷ್ಟ್ರೀಯ ಸೇವಾ ಯೋಜನೆ ಸಂಘಟನೆಯು ವೈವಿಧ್ಯತೆಯಲ್ಲಿ ಏಕತೆಯನ್ನು ಸಾರುತ್ತಿದೆ. ಸಂಘಟನೆ, ಸ್ವಚ್ಛತಾ ಅಭಿಯಾನ, ಆರೋಗ್ಯ ಶಿಬಿರ, ರಕ್ತದಾನ, ಪರಿಸರ ಸಂರಕ್ಷಣೆ ಮತ್ತು ಸಾಮಾಜಿಕ ಜಾಗೃತಿ ಕಾರ್ಯಕ್ರಮಗಳ ಮೂಲಕ ವಿದ್ಯಾರ್ಥಿಗಳಲ್ಲಿ ನಾಯಕತ್ವ ಗುಣ ಮತ್ತು ಸಮಾಜ ಸೇವೆಯ ಮನೋಭಾವ ಬೆಳೆಸುತ್ತಿದೆ ಎಂದರು.	[22, 996, 212, 1126]
story9-headline: ಕಾವ್ಯಕ್ಕೆ ಲೋಕದ ದೃಷ್ಟಿಯನ್ನು ಬದಲಿಸುವ ಶಕ್ತಿ ಇದೆ: ಡಾ.ಎಲ್.ಹನುಮಂತಯ್ಯ	[262, 1195, 737, 1217]
story1-factbox	[226, 262, 396, 432]
facebook-icon: ■	[665, 58, 674, 68]
twitter-icon: ■	[665, 74, 674, 84]
story1-headline: ವಿದ್ಯಾರ್ಥಿಗಳು ನಾಯಕತ್ವ ಬೆಳೆಸಿಕೊಳ್ಳಲಿ: ರಾಜ್ಯಪಾಲರು	[30, 119, 533, 153]
story6-dateline: ●ಸುದ್ದಿಮೂಲ ವಾರ್ತೆ, ಬೆಂಗಳೂರು, ಮಾ. 27:	[22, 985, 152, 994]
section-divider	[20, 1186, 925, 1187]
story7-dateline: ●ಸುದ್ದಿಮೂಲ ವಾರ್ತೆ, ಬೆಂಗಳೂರು, ಮಾ. 27:	[606, 985, 736, 994]
page-number: 6	[892, 49, 924, 91]
url-main[interactable]: https://www.suddimoola.in	[206, 58, 327, 68]
story3-body-col2: ಓಲಾ, ಉಬರ್ ಕ್ಯಾಬ್‌ಗಳಿಗೆ ಕೇಂದ್ರ ಸರ್ಕಾರ ಶಾಕ್ ನೀಡಿದೆ. ಚಾಲಕರು ಮತ್ತು ಪ್ರಯಾಣಿಕರ ಅನುಕೂಲಕ್ಕಾಗಿ ಕೇಂದ್ರ ಸರ್ಕಾರ ಸಹಕಾರ್	[598, 456, 658, 531]
newspaper-logo: ಸುದ್ದಿಮೂಲ	[22, 52, 148, 92]
story1-photo	[22, 171, 579, 257]
story8-dateline: ●ಸುದ್ದಿಮೂಲ ವಾರ್ತೆ, ಬೆಂಗಳೂರು, ಮಾ.27:	[22, 1219, 149, 1228]
twitter-link[interactable]: twitter.com/@suddimoola22	[675, 74, 803, 84]
story3-dateline: ನವದೆಹಲಿ, ಮಾ.27:	[598, 445, 658, 454]
globe-icon: ▸	[200, 58, 205, 68]
story4-headline: ಟಿ ದಾಸರಹಳ್ಳಿ ಕಾಲೇಜಿನ ವಿದ್ಯಾರ್ಥಿನಿಯರು ಆಯ್ಕೆ	[24, 580, 163, 627]
story1-body-col2: ರಾಜ್ಯದ ಪ್ರತಿಷ್ಠಿತ ಮೈಸೂರಿನ ಕರ್ನಾಟಕ ರಾಜ್ಯ ಮುಕ್ತ ವಿಶ್ವವಿದ್ಯಾನಿಲಯದ 20ನೇ ವಾರ್ಷಿಕ ಘಟಿಕೋತ್ಸವ ಗುರುವಾರ ಮುಕ್ತ ವಿವಿ ಆವರಣದಲ್ಲಿರುವ ಘಟಿಕೋತ್ಸವ ಭವನದಲ್ಲಿ ರಾಜ್ಯಪಾಲ ಥಾವರ್ ಚಂದ್ ಗೆಹ್ಲೋಟ್ ಅವರ ಅಧ್ಯಕ್ಷತೆಯಲ್ಲಿ ಅತ್ಯಂತ ಯಶಸ್ವಿಯಾಗಿ ನಡೆಯಿತು. ಯೂನಿವರ್ಸಿಟಿ ಗ್ರ್ಯಾಂಟ್ಸ್ ಕಮಿಷನ್ ಅಧ್ಯಕ್ಷ ಡಾ. ಎಂ. ಜಗದೀಶ್ ಕುಮಾರ್ ಘಟಿಕೋತ್ಸವ ಭಾಷಣ ಮಾಡಿದರು. ಘಟಿಕೋತ್ಸವದ ಅಧ್ಯಕ್ಷತೆ ವಹಿಸಿ ಮಾತನಾಡಿದ ರಾಜ್ಯಪಾಲ ಥಾವರ್ ಚಂದ್ ಗೆಹ್ಲೋಟ್ ಅವರು, ಒಬ್ಬ ಉತ್ತಮ ವ್ಯಕ್ತಿ ಎಂದರೆ ಬರುವುದು ಕೇವಲ ಪದವಿ ಪಡೆದುಕೊಳ್ಳುವುದರಿಂದ	[228, 437, 396, 534]
story9-body-col1: ಸಮಾಜದ ಅನ್ಯಾಯಗಳನ್ನು ಪ್ರಶ್ನಿಸುವ ಮತ್ತು ಮನುಷ್ಯ ಸಂಬಂಧಗಳನ್ನು ಗಟ್ಟಿಗೊಳಿಸುವ ಶಕ್ತಿ ಕಾವ್ಯಕ್ಕಿದೆ. ಕಾವ್ಯಕ್ಕೆ ಲೋಕದ ದೃಷ್ಟಿಯನ್ನು ಬದಲಿಸುವ ಶಕ್ತಿ ಇದೆ ಎಂದು ಹಿರಿಯ ಕವಿ ಡಾ.ಎಲ್.ಹನುಮಂತಯ್ಯ ಹೇಳಿದರು. ವಿಜಯಪುರ ಪಟ್ಟಣದ ಸರ್ಕಾರಿ ಪದವಿ ಪೂರ್ವ ಕಾಲೇಜಿನ ಆವರಣದಲ್ಲಿ ಆಯೋಜಿಸಿದ್ದ ಕವಿಗೋಷ್ಠಿ ಕಾರ್ಯಕ್ರಮ ಉದ್ಘಾಟಿಸಿ ಮಾತನಾಡಿದರು. ಯುವ ಕವಿಗಳು ಹೆಚ್ಚು ಓದಬೇಕು, ಹಿರಿಯರ ಕಾವ್ಯವನ್ನು ಅಧ್ಯಯನ ಮಾಡಬೇಕು. ಕವಿತೆ ಕೇವಲ ಪದಗಳ ಜೋಡಣೆಯಲ್ಲ, ಅದು ಅನುಭವದ ಅಭಿವ್ಯಕ್ತಿ. ಕನ್ನಡ ಸಾಹಿತ್ಯ ಪರಂಪರೆ ಶ್ರೀಮಂತವಾಗಿದ್ದು ಅದನ್ನು ಮುಂದಿನ ತಲೆಮಾರಿಗೆ ದಾಟಿಸುವ ಜವಾಬ್ದಾರಿ ನಮ್ಮದು ಎಂದರು. ಕಾರ್ಯಕ್ರಮದಲ್ಲಿ ಹಲವು ಕವಿಗಳು ಕವನ ವಾಚನ ಮಾಡಿದರು.	[258, 1238, 483, 1324]
section-divider	[20, 930, 925, 931]
facebook-link[interactable]: facebook.com/Suddi Moola	[675, 58, 797, 68]
masthead-urls	[200, 55, 336, 87]
imprint-line-2: Published at : # 76/1, 6th Cross, Sampige Road, Malleswaram, Bengaluru – 560 003. Karnataka. Mob:9591374602 Editor : Basavaraj Swamy RNI No.: KARKAN/2023/85361 Vol.02 No.338	[55, 1514, 890, 1524]
story7-kicker: ಅನುದಾನಗಳು ಸೆಮಿ ಕಂಡಕ್ಟರ್ ವಲಯದ	[606, 934, 814, 953]
story1-dateline: ●ಸುದ್ದಿಮೂಲ ವಾರ್ತೆ, ಮೈಸೂರು, ಮಾ.27:	[22, 263, 144, 272]
story6-photo	[222, 984, 397, 1108]
story7-body-col2: ಸೆಮಿ ಕಂಡಕ್ಟರ್ ಮಿಷನ್ ಅಡಿಯಲ್ಲಿ ಕೇಂದ್ರ ಸರ್ಕಾರ ಘೋಷಿಸಿರುವ ಅನುದಾನಗಳು ಸೆಮಿ ಕಂಡಕ್ಟರ್ ವಲಯದ ವಿಸ್ತರಣೆಗೆ ಅನುಕೂಲವಾಗಿದೆ ಎಂದು ಕೇಂದ್ರ ಎಲೆಕ್ಟ್ರಾನಿಕ್ಸ್ ಮತ್ತು ಮಾಹಿತಿ ತಂತ್ರಜ್ಞಾನ ಸಚಿವಾಲಯದ ಕಾರ್ಯದರ್ಶಿ ಎಸ್.ಕೃಷ್ಣನ್ ತಿಳಿಸಿದರು. ನಗರದಲ್ಲಿ ನಡೆದ ಭಾರತದ ಸೆಮಿಕಂಡಕ್ಟರ್ ಪರಿಸರ ವ್ಯವಸ್ಥೆ ಕುರಿತ ಸಮ್ಮೇಳನವನ್ನು ಉದ್ದೇಶಿಸಿ ಮಾತನಾಡಿದರು. ಜಾಗತಿಕ ಚಿಪ್ ಉತ್ಪಾದನೆಯಲ್ಲಿ ಭಾರತದ ಪಾತ್ರವನ್ನು ಬಲಪಡಿಸುವ ಕುರಿತು ಚರ್ಚಿಸಲಾಯಿತು. ಭಾರತದಲ್ಲಿ ಸೆಮಿಕಂಡಕ್ಟರ್ ಮಾರುಕಟ್ಟೆಯು 2030ರ ವೇಳೆಗೆ ಸುಮಾರು 45 ಶತಕೋಟಿ ಡಾಲರ್‌ನಿಂದ 110 ಶತಕೋಟಿ ಡಾಲರ್‌ಗಳಿಗೆ ಹೆಚ್ಚಾಗಲಿದೆ ಎಂದು ಅಂದಾಜಿಸಲಾಗಿದೆ. ದೇಶದ ಮೊದಲ ಸ್ವದೇಶಿ ಚಿಪ್ ಈ ವರ್ಷವೇ ಮಾರುಕಟ್ಟೆಗೆ ಬರಲಿದೆ ಎಂದು ಹೇಳಿದರು.	[768, 985, 924, 1126]
story2-photo	[740, 158, 796, 230]
issue-date-block	[808, 56, 888, 88]
issue-date: 28 ಮಾರ್ಚ್ 2025	[810, 74, 888, 85]
story5-body-col4: ರಾಜ್ಯ ಸರ್ಕಾರ ಬೆಂಗಳೂರು ನಿರ್ಮಾತೃ ನಾಡಪ್ರಭು ಕೆಂಪೇಗೌಡರ ಕೋಟೆ ಕೊತ್ತಲುಗಳು, ಸ್ಮಾರಕಗಳ ರಕ್ಷಣೆಗೆ ಕ್ರಮ ಕೈಗೊಳ್ಳದೇ ನಿರ್ಲಕ್ಷ್ಯ ತೋರಿದ್ದು, ಅನೇಕ ಸ್ಮಾರಕಗಳು ಅವಸಾನದ ಅಂಚಿನಲ್ಲಿವೆ. ಕೆಂಪೇಗೌಡರ ಮಹತ್ವಕ್ಕೆ ತಕ್ಕಂತೆ ಸ್ಮಾರಕಗಳ ಸಂರಕ್ಷಣೆ ಆಗಬೇಕು ಎಂದು ಒಕ್ಕಲಿಗ ಧರ್ಮ ಮಹಾಸಭಾ ಆಗ್ರಹಿಸಿದೆ. ಸುದ್ದಿಗೋಷ್ಠಿಯಲ್ಲಿ ಮಾತನಾಡಿದ ಅವರು, ಮಾಗಡಿ, ಬೆಂಗಳೂರು ಮತ್ತಿತರ ಪ್ರದೇಶಗಳಲ್ಲಿ ಕೆಂಪೇಗೌಡರು ನಿರ್ಮಿಸಿದ ಕೋಟೆ, ಕೆರೆ, ಗೋಪುರಗಳು ಒತ್ತುವರಿಯಾಗುತ್ತಿವೆ. ಪುರಾತತ್ವ ಇಲಾಖೆ ಹಾಗೂ ಸರ್ಕಾರ ತಕ್ಷಣ ಎಚ್ಚೆತ್ತುಕೊಂಡು ಸಂರಕ್ಷಣಾ ಕಾರ್ಯ ಕೈಗೊಳ್ಳಬೇಕು. ಕೆಂಪೇಗೌಡರ ಕೋಟೆಯ ಅವಶೇಷಗಳನ್ನು ರಕ್ಷಿಸಿ ಮುಂದಿನ ಪೀಳಿಗೆಗೆ ಉಳಿಸುವುದು ನಮ್ಮೆಲ್ಲರ ಕರ್ತವ್ಯವಾಗಿದೆ ಎಂದರು. ನಾಡಪ್ರಭು ಕೆಂಪೇಗೌಡರ ಜಯಂತಿಯನ್ನು ಸರ್ಕಾರ ಅದ್ದೂರಿಯಾಗಿ ಆಚರಿಸುತ್ತದೆ ಆದರೆ ಅವರು ಕಟ್ಟಿದ ಸ್ಮಾರಕಗಳ ಬಗ್ಗೆ ನಿರ್ಲಕ್ಷ್ಯ ತೋರುತ್ತಿದೆ. ಕೆಂಪೇಗೌಡ ಅಭಿವೃದ್ಧಿ ಪ್ರಾಧಿಕಾರ ಕೂಡಲೇ ಕ್ರಮ ಕೈಗೊಳ್ಳಬೇಕು ಎಂದು ಆಗ್ರಹಿಸಿದರು.	[758, 631, 924, 794]
story7-body-col1: ಸೆಮಿ ಕಂಡಕ್ಟರ್ ಮಿಷನ್ ಅಡಿಯಲ್ಲಿ ಕೇಂದ್ರ ಸರ್ಕಾರ ಘೋಷಿಸಿರುವ ಅನುದಾನಗಳು ಸೆಮಿ ಕಂಡಕ್ಟರ್ ವಲಯದ ವಿಸ್ತರಣೆಗೆ ಅನುಕೂಲವಾಗಿದೆ ಎಂದು ಕೇಂದ್ರ ಎಲೆಕ್ಟ್ರಾನಿಕ್ಸ್ ಮತ್ತು ಮಾಹಿತಿ ತಂತ್ರಜ್ಞಾನ ಸಚಿವಾಲಯದ ಕಾರ್ಯದರ್ಶಿ ಎಸ್.ಕೃಷ್ಣನ್ ತಿಳಿಸಿದರು. ನಗರದಲ್ಲಿ ನಡೆದ ಭಾರತದ ಸೆಮಿಕಂಡಕ್ಟರ್ ಪರಿಸರ ವ್ಯವಸ್ಥೆ ಕುರಿತ ಸಮ್ಮೇಳನವನ್ನು ಉದ್ದೇಶಿಸಿ ಮಾತನಾಡಿದರು. ಜಾಗತಿಕ ಚಿಪ್ ಉತ್ಪಾದನೆಯಲ್ಲಿ ಭಾರತದ ಪಾತ್ರವನ್ನು ಬಲಪಡಿಸುವ ಕುರಿತು ಚರ್ಚಿಸಲಾಯಿತು. ಭಾರತದಲ್ಲಿ ಸೆಮಿಕಂಡಕ್ಟರ್ ಮಾರುಕಟ್ಟೆಯು 2030ರ ವೇಳೆಗೆ ಸುಮಾರು 45 ಶತಕೋಟಿ ಡಾಲರ್‌ನಿಂದ 110 ಶತಕೋಟಿ ಡಾಲರ್‌ಗಳಿಗೆ ಹೆಚ್ಚಾಗಲಿದೆ ಎಂದು ಅಂದಾಜಿಸಲಾಗಿದೆ. ದೇಶದ ಮೊದಲ ಸ್ವದೇಶಿ ಚಿಪ್ ಈ ವರ್ಷವೇ ಮಾರುಕಟ್ಟೆಗೆ ಬರಲಿದೆ ಎಂದು ಹೇಳಿದರು.	[606, 996, 762, 1137]
